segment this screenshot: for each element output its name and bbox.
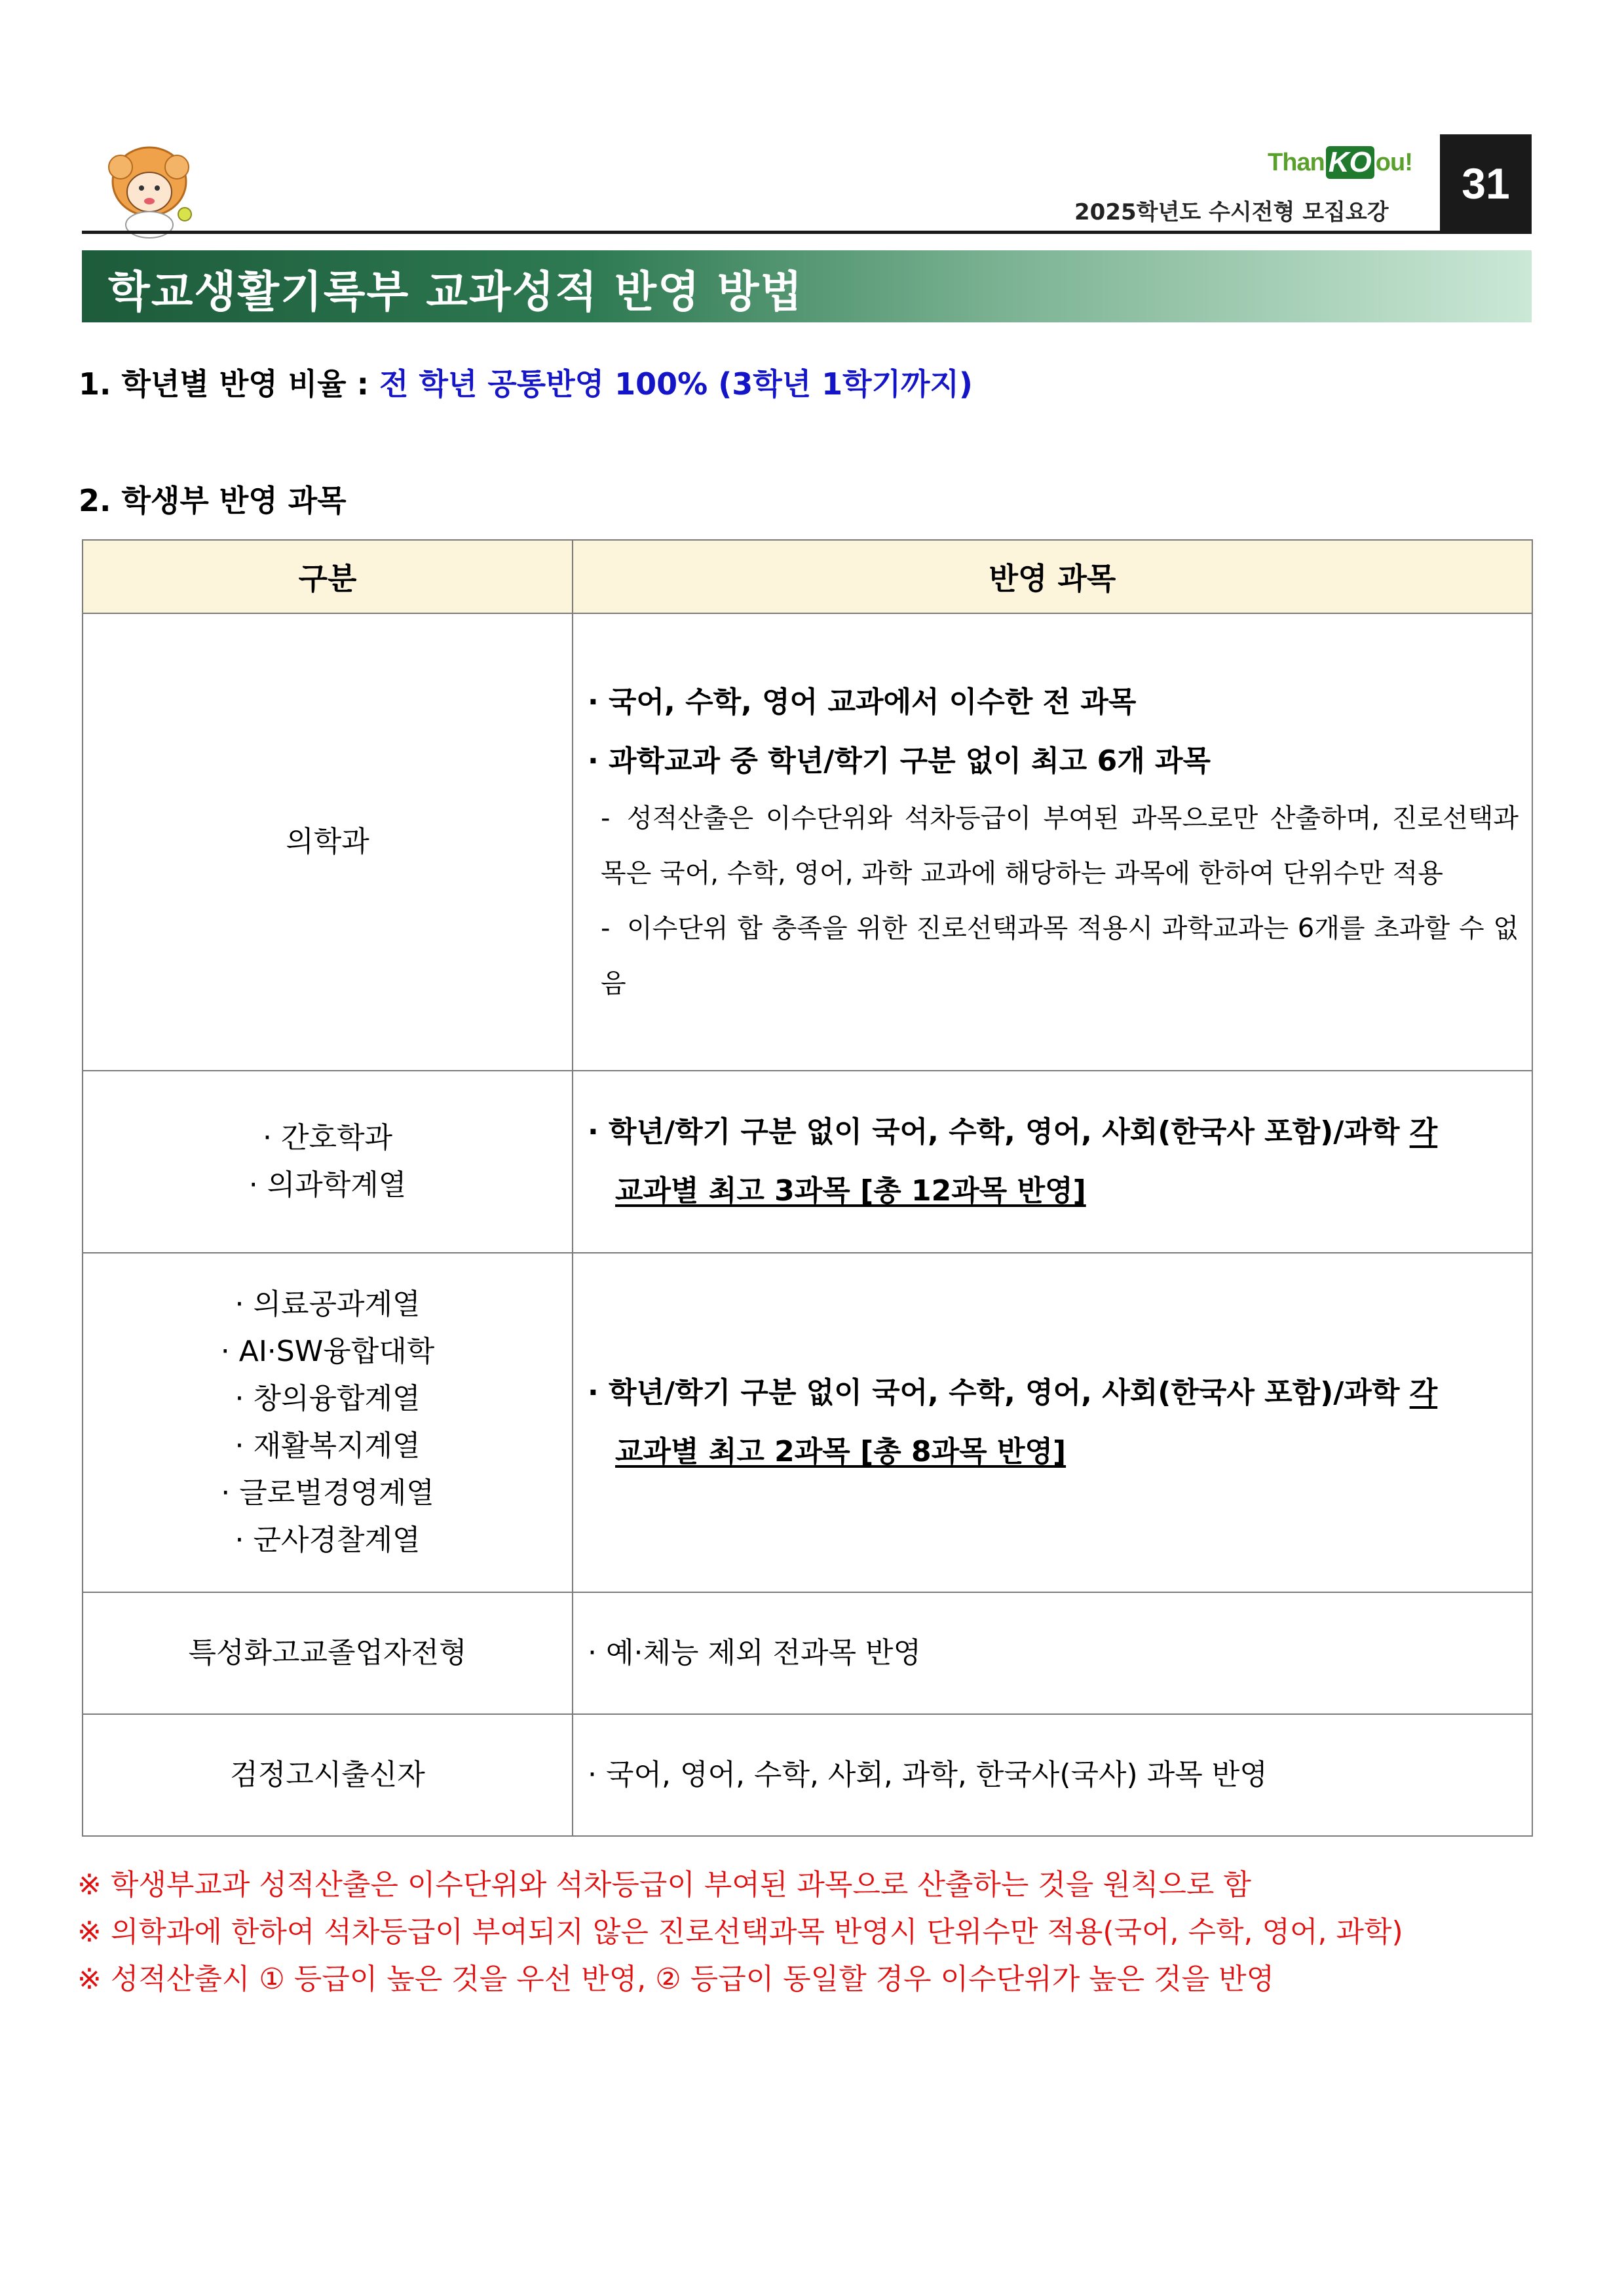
table-row <box>83 1071 1532 1253</box>
header-divider <box>82 231 1532 234</box>
mascot-illustration <box>98 141 203 239</box>
header-subjects: 반영 과목 <box>573 540 1532 613</box>
section-1-value: 전 학년 공통반영 100% (3학년 1학기까지) <box>379 366 973 402</box>
footnote: ※ 학생부교과 성적산출은 이수단위와 석차등급이 부여된 과목으로 산출하는 것을 원칙으로 함 <box>77 1868 1251 1902</box>
row-category: 특성화고교졸업자전형 <box>83 1592 573 1714</box>
table-row <box>83 1714 1532 1836</box>
row-note: - 성적산출은 이수단위와 석차등급이 부여된 과목으로만 산출하며, 진로선택과목은 국어, 수학, 영어, 과학 교과에 해당하는 과목에 한하여 단위수만 적용 <box>601 803 1519 889</box>
row-subjects: · 학년/학기 구분 없이 국어, 수학, 영어, 사회(한국사 포함)/과학 각 교과별 최고 3과목 [총 12과목 반영] <box>573 1071 1532 1253</box>
table-header-row <box>83 540 1532 613</box>
thankyou-logo: Than KO ou! <box>1268 146 1412 178</box>
row-subjects: · 국어, 수학, 영어 교과에서 이수한 전 과목 · 과학교과 중 학년/학기 구분 없이 최고 6개 과목 - 성적산출은 이수단위와 석차등급이 부여된 과목으로만 산출하며, 진로선택과목은 국어, 수학, 영어, 과학 교과에 해당하는 과목에 한하여 단위수만 적용 - 이수단위 합 충족을 위한 진로선택과목 적용시 과학교과는 6개를 초과할 수 없음 <box>573 613 1532 1071</box>
subjects-table <box>82 539 1533 1837</box>
row-category: · 의료공과계열 · AI·SW융합대학 · 창의융합계열 · 재활복지계열 · 글로벌경영계열 · 군사경찰계열 <box>83 1253 573 1592</box>
row-subjects: · 예·체능 제외 전과목 반영 <box>573 1592 1532 1714</box>
row-subjects: · 국어, 영어, 수학, 사회, 과학, 한국사(국사) 과목 반영 <box>573 1714 1532 1836</box>
footnote: ※ 성적산출시 ① 등급이 높은 것을 우선 반영, ② 등급이 동일할 경우 이수단위가 높은 것을 반영 <box>77 1962 1275 1996</box>
table-row <box>83 1253 1532 1592</box>
row-category: 검정고시출신자 <box>83 1714 573 1836</box>
row-subjects: · 학년/학기 구분 없이 국어, 수학, 영어, 사회(한국사 포함)/과학 각 교과별 최고 2과목 [총 8과목 반영] <box>573 1253 1532 1592</box>
page-number: 31 <box>1440 134 1532 233</box>
section-1-heading: 1. 학년별 반영 비율 : 전 학년 공통반영 100% (3학년 1학기까지) <box>79 366 973 402</box>
table-row <box>83 613 1532 1071</box>
row-category: · 간호학과 · 의과학계열 <box>83 1071 573 1253</box>
page-title: 학교생활기록부 교과성적 반영 방법 <box>108 267 804 317</box>
document-subtitle: 2025학년도 수시전형 모집요강 <box>1074 199 1389 225</box>
section-2-heading: 2. 학생부 반영 과목 <box>79 483 347 518</box>
header-category: 구분 <box>83 540 573 613</box>
table-row <box>83 1592 1532 1714</box>
row-category: 의학과 <box>83 613 573 1071</box>
row-note: - 이수단위 합 충족을 위한 진로선택과목 적용시 과학교과는 6개를 초과할 수 없음 <box>601 913 1519 999</box>
footnote: ※ 의학과에 한하여 석차등급이 부여되지 않은 진로선택과목 반영시 단위수만 적용(국어, 수학, 영어, 과학) <box>77 1915 1403 1949</box>
